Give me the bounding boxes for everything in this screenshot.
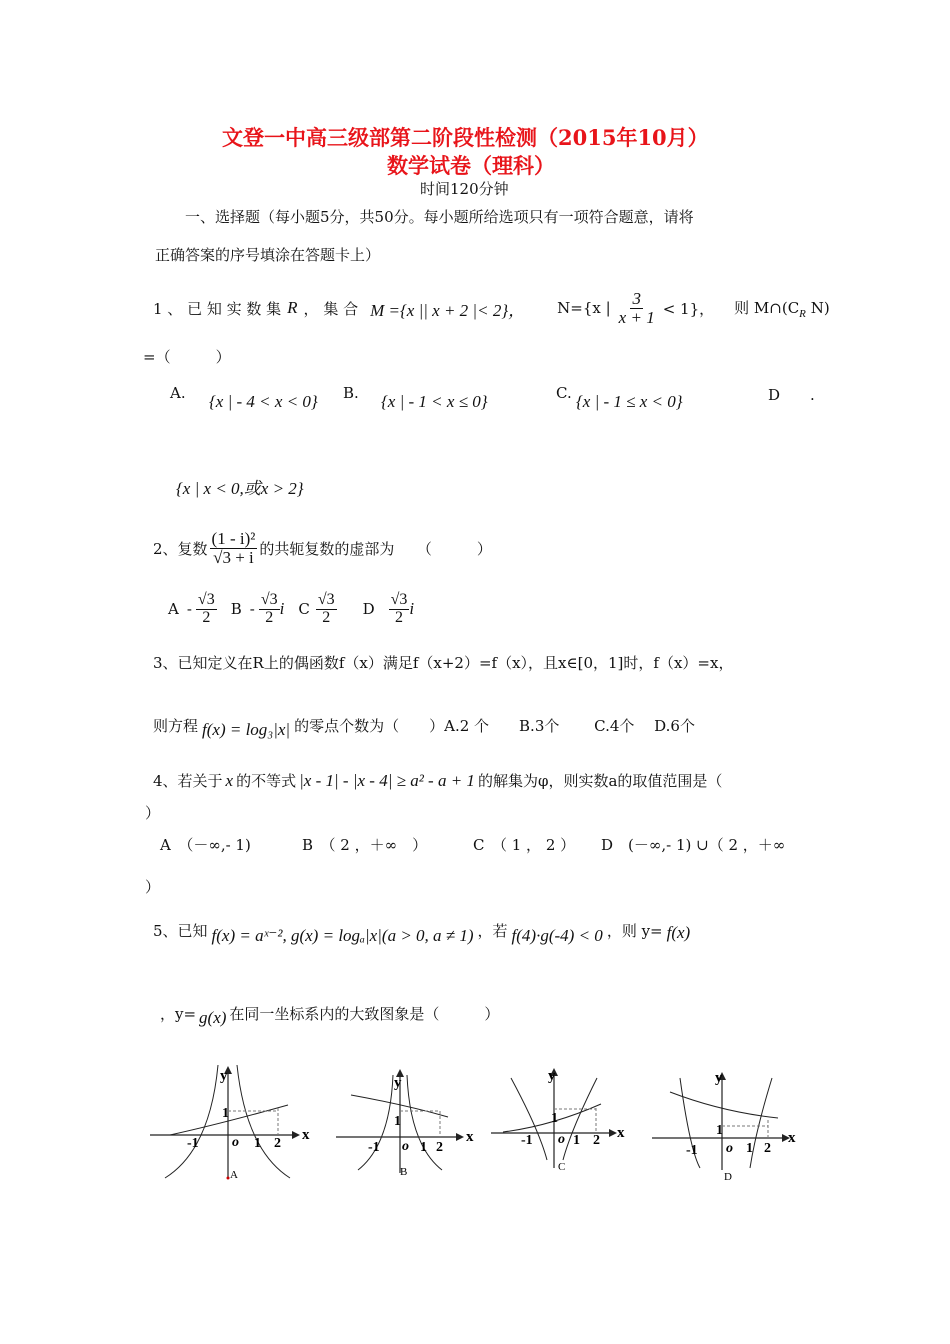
graph-d-two: 2 bbox=[764, 1141, 771, 1156]
q1-option-b-label: B. bbox=[343, 384, 359, 402]
graph-b-y-one: 1 bbox=[394, 1114, 401, 1129]
graph-a bbox=[150, 1065, 310, 1181]
q1-set-m: M ={x || x + 2 |< 2}， bbox=[370, 300, 526, 320]
question-5 bbox=[153, 914, 690, 946]
q2-denominator: √3 + i bbox=[213, 547, 254, 567]
q2-suffix: 的共轭复数的虚部为 （ ） bbox=[259, 539, 492, 558]
q5-prefix: 5、已知 bbox=[153, 921, 208, 940]
exam-title: 文登一中高三级部第二阶段性检测（2015年10月） bbox=[222, 125, 709, 150]
q1-tail: 则 $M\cap(C_R$ N) bbox=[734, 298, 830, 320]
q1-option-b: {x | - 1 < x ≤ 0} bbox=[381, 392, 488, 411]
q4-option-d: D (－∞,- 1) ∪（ 2 ，＋∞ bbox=[601, 836, 786, 854]
graph-d-y-one: 1 bbox=[716, 1123, 723, 1138]
graph-d-y-label: y bbox=[715, 1070, 723, 1086]
q4-prefix: 4、若关于 bbox=[153, 772, 223, 790]
graph-d-neg1: -1 bbox=[686, 1143, 698, 1158]
q1-prefix: 1 、 已 知 实 数 集 bbox=[153, 299, 282, 318]
graph-a-label: A bbox=[230, 1169, 238, 1181]
q4-close-paren: ） bbox=[145, 804, 161, 822]
q2-numerator: (1 - i)² bbox=[211, 529, 256, 548]
graph-b-pos1: 1 bbox=[420, 1140, 427, 1155]
q2-option-a-sign: - bbox=[186, 600, 192, 619]
q1-option-a-label: A. bbox=[170, 384, 186, 402]
graph-b-x-label: x bbox=[466, 1129, 474, 1145]
graph-d-pos1: 1 bbox=[746, 1141, 753, 1156]
graph-d-origin: o bbox=[726, 1141, 733, 1156]
q1-answer-paren: =（ ） bbox=[143, 348, 231, 366]
q5-line2 bbox=[160, 998, 499, 1028]
q1-option-c-label: C. bbox=[556, 384, 572, 402]
q5-gx: g(x) bbox=[199, 1008, 227, 1027]
q2-option-a-value: $\frac{√3}{2}$ bbox=[197, 591, 215, 626]
graph-b-neg1: -1 bbox=[368, 1140, 380, 1155]
q4-option-c: C （ 1 ， 2 ） bbox=[473, 836, 576, 854]
q5-condition: f(4)·g(-4) < 0 bbox=[511, 926, 603, 945]
q1-option-a: {x | - 4 < x < 0} bbox=[209, 392, 318, 411]
graph-d-x-label: x bbox=[788, 1130, 796, 1146]
q2-option-b-value: $\frac{√3}{2}$ bbox=[260, 591, 278, 626]
q5-line2-suffix: 在同一坐标系内的大致图象是（ ） bbox=[229, 1004, 500, 1023]
q4-option-d-close: ） bbox=[145, 878, 161, 896]
graph-c-label: C bbox=[558, 1161, 566, 1173]
q1-set-n-fraction bbox=[617, 290, 657, 327]
question-2 bbox=[153, 530, 492, 567]
graph-a-neg1: -1 bbox=[187, 1136, 199, 1151]
graph-d bbox=[652, 1070, 796, 1183]
graph-a-pos1: 1 bbox=[254, 1136, 261, 1151]
q5-fx: f(x) bbox=[666, 923, 691, 942]
q1-option-c: {x | - 1 ≤ x < 0} bbox=[576, 392, 683, 411]
section-heading-cont: 正确答案的序号填涂在答题卡上） bbox=[155, 246, 381, 264]
q4-option-a: A （－∞,- 1) bbox=[160, 836, 251, 854]
question-1 bbox=[153, 290, 830, 327]
q2-option-d-label: D bbox=[362, 600, 375, 619]
graph-b-two: 2 bbox=[436, 1140, 443, 1155]
q3-line1: 3、已知定义在R上的偶函数f（x）满足f（x+2）=f（x），且x∈[0，1]时，f（x）=x， bbox=[153, 654, 734, 672]
graph-c-x-label: x bbox=[617, 1125, 625, 1141]
graph-a-y-label: y bbox=[220, 1068, 228, 1084]
q4-var-x: x bbox=[225, 770, 234, 790]
graph-c-y-one: 1 bbox=[551, 1111, 558, 1126]
question-3 bbox=[153, 710, 695, 740]
graph-c bbox=[491, 1068, 625, 1173]
q3-equation: f(x) = log₃|x| bbox=[202, 720, 291, 739]
q3-suffix: 的零点个数为（ ）A.2 个 B.3个 C.4个 D.6个 bbox=[294, 716, 695, 735]
q2-prefix: 2、复数 bbox=[153, 539, 208, 558]
graph-b-y-label: y bbox=[394, 1075, 402, 1091]
q2-option-d-i: i bbox=[409, 599, 415, 619]
q5-line2-prefix: ，y= bbox=[160, 1004, 197, 1023]
q4-mid: 的不等式 bbox=[236, 772, 297, 790]
section-heading: 一、选择题（每小题5分，共50分。每小题所给选项只有一项符合题意，请将 bbox=[185, 208, 694, 226]
q2-option-b-i: i bbox=[279, 599, 285, 619]
q1-n-numerator: 3 bbox=[632, 289, 641, 308]
graph-c-pos1: 1 bbox=[573, 1133, 580, 1148]
graph-c-origin: o bbox=[558, 1132, 565, 1147]
q1-mid: ， 集 合 bbox=[303, 299, 359, 318]
q4-inequality: |x - 1| - |x - 4| ≥ a² - a + 1 bbox=[299, 770, 475, 790]
graph-c-two: 2 bbox=[593, 1133, 600, 1148]
q2-option-b-label: B bbox=[230, 600, 242, 619]
q2-option-b-sign: - bbox=[249, 600, 255, 619]
graph-c-y-label: y bbox=[548, 1068, 556, 1084]
q4-suffix: 的解集为φ，则实数a的取值范围是（ bbox=[477, 772, 723, 790]
q1-option-d-label: D . bbox=[768, 386, 815, 404]
q5-mid: ，若 bbox=[477, 921, 508, 940]
q5-mid2: ，则 y= bbox=[606, 921, 663, 940]
q2-option-c-label: C bbox=[298, 600, 310, 619]
graph-d-label: D bbox=[724, 1171, 732, 1183]
graph-a-x-label: x bbox=[302, 1127, 310, 1143]
question-4 bbox=[153, 770, 722, 791]
q2-fraction bbox=[210, 530, 258, 567]
q1-n-denominator: x + 1 bbox=[618, 307, 655, 327]
graph-a-y-one: 1 bbox=[222, 1106, 229, 1121]
graph-b bbox=[336, 1069, 474, 1178]
q2-option-d-value: $\frac{√3}{2}$ bbox=[390, 591, 408, 626]
q4-option-b: B （ 2 ，＋∞ ） bbox=[302, 836, 428, 854]
q1-set-r: R bbox=[287, 298, 298, 318]
graph-a-origin: o bbox=[232, 1135, 239, 1150]
graph-c-neg1: -1 bbox=[521, 1133, 533, 1148]
graphs-panel bbox=[0, 1060, 950, 1190]
q1-set-n-suffix: < 1}， bbox=[662, 299, 715, 318]
exam-time: 时间120分钟 bbox=[420, 180, 509, 198]
q2-options bbox=[168, 592, 414, 627]
q5-definition: f(x) = aˣ⁻², g(x) = logₐ|x|(a > 0, a ≠ 1) bbox=[211, 926, 474, 945]
q1-option-d: {x | x < 0,或x > 2} bbox=[176, 479, 304, 498]
q1-set-n-prefix: N={x | bbox=[557, 299, 611, 318]
q3-prefix: 则方程 bbox=[153, 716, 199, 735]
graph-b-origin: o bbox=[402, 1139, 409, 1154]
exam-subtitle: 数学试卷（理科） bbox=[387, 153, 555, 178]
q2-option-c-value: $\frac{√3}{2}$ bbox=[317, 591, 335, 626]
graph-b-label: B bbox=[400, 1166, 408, 1178]
graph-a-two: 2 bbox=[274, 1136, 281, 1151]
q2-option-a-label: A bbox=[168, 600, 179, 619]
